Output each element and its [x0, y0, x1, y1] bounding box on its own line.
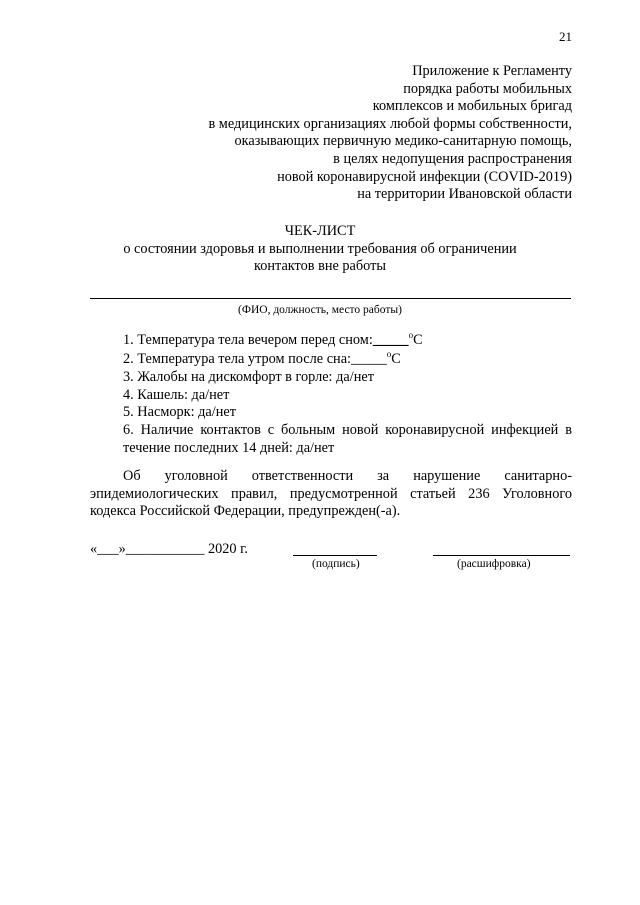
checklist-item-throat: 3. Жалобы на дискомфорт в горле: да/нет: [123, 369, 374, 386]
signature-caption: (подпись): [312, 558, 360, 570]
unit-label: С: [413, 332, 423, 348]
checklist-item-evening-temp: [90, 332, 572, 351]
title-line: о состоянии здоровья и выполнении требования об ограничении: [123, 240, 517, 257]
checklist-item-runny-nose: 5. Насморк: да/нет: [123, 404, 236, 421]
checklist-items: [90, 332, 572, 457]
unit-label: С: [391, 350, 401, 367]
title-main: ЧЕК-ЛИСТ: [284, 223, 356, 239]
appendix-line: в целях недопущения распространения: [333, 150, 572, 167]
checklist-item-contacts: 6. Наличие контактов с больным новой коронавирусной инфекцией в течение последних 14 дней: да/нет: [123, 421, 572, 456]
temp-morning-blank[interactable]: _____: [351, 350, 387, 367]
appendix-line: в медицинских организациях любой формы собственности,: [208, 115, 572, 132]
date-field[interactable]: «___»___________ 2020 г.: [90, 541, 248, 557]
fio-caption: (ФИО, должность, место работы): [238, 304, 402, 316]
decode-caption: (расшифровка): [457, 558, 531, 570]
appendix-header: [208, 63, 572, 204]
item-text: 1. Температура тела вечером перед сном:: [123, 332, 373, 348]
page-number: 21: [559, 29, 572, 44]
appendix-line: комплексов и мобильных бригад: [372, 98, 572, 115]
degree-sign: о: [408, 330, 414, 340]
title-line: контактов вне работы: [254, 258, 386, 275]
appendix-line: Приложение к Регламенту: [412, 63, 572, 79]
degree-sign: о: [386, 348, 392, 359]
checklist-item-morning-temp: [90, 348, 572, 370]
appendix-line: новой коронавирусной инфекции (COVID-2019): [277, 168, 572, 185]
appendix-line: на территории Ивановской области: [357, 186, 572, 203]
item-text: 2. Температура тела утром после сна:: [123, 350, 352, 367]
fio-input-line[interactable]: [90, 298, 571, 299]
temp-evening-blank[interactable]: _____: [372, 332, 409, 348]
signature-line[interactable]: [293, 555, 377, 556]
appendix-line: оказывающих первичную медико-санитарную помощь,: [234, 133, 572, 150]
decode-line[interactable]: [433, 555, 570, 556]
document-title: [0, 223, 640, 276]
responsibility-paragraph: Об уголовной ответственности за нарушение санитарно-эпидемиологических правил, предусмотренной статьей 236 Уголовного кодекса Российской Федерации, предупрежден(-а).: [90, 468, 572, 520]
appendix-line: порядка работы мобильных: [403, 80, 572, 97]
checklist-item-cough: 4. Кашель: да/нет: [123, 386, 230, 403]
